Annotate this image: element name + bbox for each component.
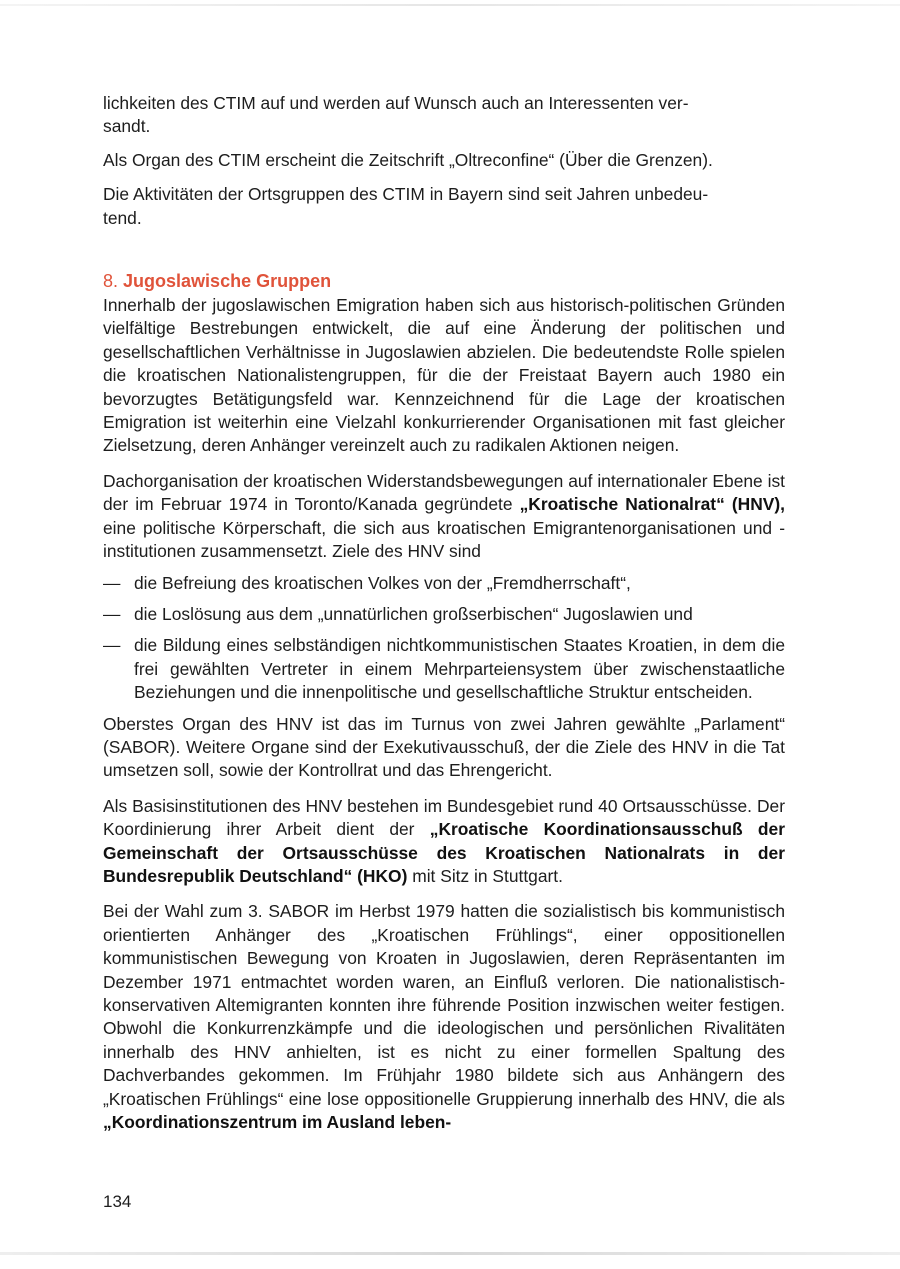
- page-number: 134: [103, 1192, 132, 1211]
- paragraph-intro: Innerhalb der jugoslawischen Emigration haben sich aus historisch-politischen Gründen vielfältige Bestrebungen entwickelt, die auf eine Änderung der politischen und gesellschaftlichen Verhältnisse in Jugoslawien abzielen. Die bedeutendste Rolle spielen die kroatischen Nationalistengruppen, für die der Freistaat Bayern auch 1980 ein bevorzugtes Betätigungsfeld war. Kennzeichnend für die Lage der kroatischen Emigration ist weiterhin eine Vielzahl konkurrierender Organisationen mit fast gleicher Zielsetzung, deren Anhänger vereinzelt auch zu radikalen Aktionen neigen.: [103, 295, 785, 456]
- hnv-name: „Kroatische Nationalrat“ (HNV),: [519, 494, 785, 515]
- list-item: — die Befreiung des kroatischen Volkes von der „Fremdherrschaft“,: [103, 572, 785, 595]
- section-title: Jugoslawische Gruppen: [123, 271, 332, 292]
- goals-list: [103, 572, 785, 705]
- section-number: 8.: [103, 271, 119, 292]
- paragraph-hko: Als Basisinstitutionen des HNV bestehen im Bundesgebiet rund 40 Ortsausschüsse. Der Koordinierung ihrer Arbeit dient der „Kroatische Koordinationsausschuß der Gemeinschaft der Ortsausschüsse des Kroatischen Nationalrats in der Bundesrepublik Deutschland“ (HKO) mit Sitz in Stuttgart.: [103, 795, 785, 886]
- section-heading: [103, 269, 785, 293]
- dash-marker: —: [103, 603, 121, 624]
- list-item: — die Loslösung aus dem „unnatürlichen großserbischen“ Jugoslawien und: [103, 603, 785, 626]
- page-body: [103, 92, 785, 1134]
- dash-marker: —: [103, 572, 121, 593]
- dash-marker: —: [103, 635, 121, 656]
- hko-name: „Kroatische Koordinationsausschuß der Gemeinschaft der Ortsausschüsse des Kroatischen Nationalrats in der Bundesrepublik Deutschland“ (HKO): [103, 819, 785, 886]
- list-item: — die Bildung eines selbständigen nichtkommunistischen Staates Kroatien, in dem die frei gewählten Vertreter in einem Mehrparteiensystem über zwischenstaatliche Beziehungen und die innenpolitische und gesellschaftliche Struktur entscheiden.: [103, 635, 785, 703]
- paragraph-ctim-bayern: Die Aktivitäten der Ortsgruppen des CTIM in Bayern sind seit Jahren unbedeu- tend.: [103, 184, 709, 228]
- bottom-edge-line: [0, 1252, 900, 1255]
- top-edge-line: [0, 4, 900, 6]
- paragraph-wahl: Bei der Wahl zum 3. SABOR im Herbst 1979 hatten die sozialistisch bis kommunistisch orientierten Anhänger des „Kroatischen Frühlings“, einer oppositionellen kommunistischen Bewegung von Kroaten in Jugoslawien, deren Repräsentanten im Dezember 1971 entmachtet worden waren, an Einfluß verloren. Die nationalistisch-konservativen Altemigranten konnten ihre führende Position inzwischen weiter festigen. Obwohl die Konkurrenzkämpfe und die ideologischen und persönlichen Rivalitäten innerhalb des HNV anhielten, ist es nicht zu einer formellen Spaltung des Dachverbandes gekommen. Im Frühjahr 1980 bildete sich aus Anhängern des „Kroatischen Frühlings“ eine lose oppositionelle Gruppierung innerhalb des HNV, die als „Koordinationszentrum im Ausland leben-: [103, 901, 785, 1133]
- koordinationszentrum-name: „Koordinationszentrum im Ausland leben-: [103, 1112, 452, 1133]
- paragraph-hnv: Dachorganisation der kroatischen Widerstandsbewegungen auf internationaler Ebene ist der im Februar 1974 in Toronto/Kanada gegründete „Kroatische Nationalrat“ (HNV), eine politische Körperschaft, die sich aus kroatischen Emigrantenorganisationen und -institutionen zusammensetzt. Ziele des HNV sind: [103, 470, 785, 562]
- paragraph-ctim-continuation: lichkeiten des CTIM auf und werden auf Wunsch auch an Interessenten ver- sandt.: [103, 93, 689, 137]
- paragraph-sabor: Oberstes Organ des HNV ist das im Turnus von zwei Jahren gewählte „Parlament“ (SABOR). Weitere Organe sind der Exekutivausschuß, der die Ziele des HNV in die Tat umsetzen soll, sowie der Kontrollrat und das Ehrengericht.: [103, 713, 785, 781]
- paragraph-oltreconfine: Als Organ des CTIM erscheint die Zeitschrift „Oltreconfine“ (Über die Grenzen).: [103, 149, 713, 170]
